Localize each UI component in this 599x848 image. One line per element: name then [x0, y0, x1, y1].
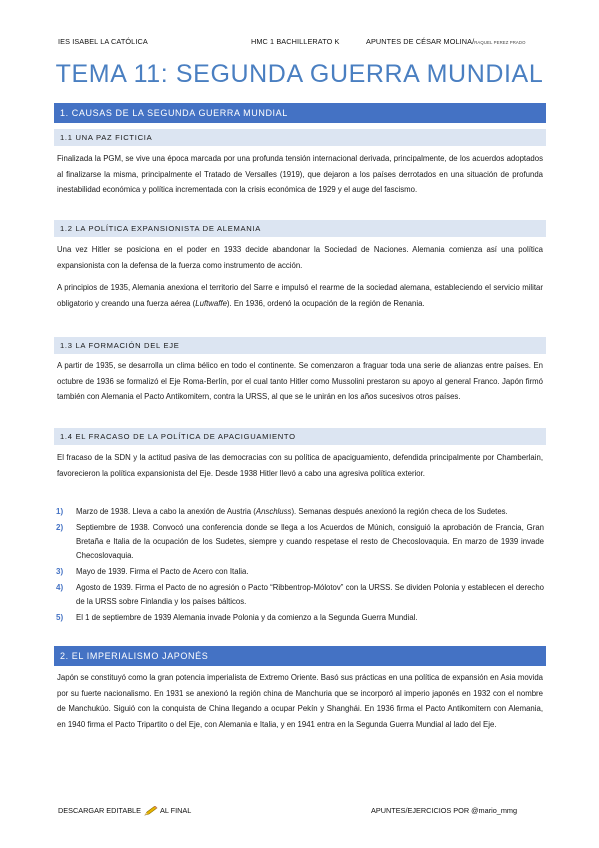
- list-item: [54, 611, 544, 625]
- paragraph-japanese-imperialism: Japón se constituyó como la gran potencia imperialista de Extremo Oriente. Basó sus prácticas en una política de expansión en Asia movida por su fuerte nacionalismo. En 1931 se anexionó la región china de Manchuria que se incorporó al imperio japonés en 1932 con el nombre de Manchukúo. Siguió con la conquista de China llegando a ocupar Pekín y Shanghái. En 1936 firma el Pacto Antikomitern con Alemania, en 1940 firma el Pacto Tripartito o del Eje, con Alemania e Italia, y en 1941 entra en la Segunda Guerra Mundial al lado del Eje.: [57, 673, 543, 729]
- paragraph-german-expansion-1: Una vez Hitler se posiciona en el poder en 1933 decide abandonar la Sociedad de Naciones. Alemania comienza así una política expansionista con la defensa de la fuerza como instrumento de acción.: [57, 245, 543, 270]
- pencil-icon: [143, 806, 158, 816]
- paragraph-fictitious-peace: Finalizada la PGM, se vive una época marcada por una profunda tensión internacional derivada, principalmente, de los acuerdos adoptados al finalizarse la misma, principalmente el Tratado de Versalles (1919), que dejaron a los países derrotados en una situación de profunda inestabilidad económica y política incrementada con la crisis económica de 1929 y el auge del fascismo.: [57, 154, 543, 194]
- list-item: [54, 565, 544, 579]
- paragraph-appeasement: El fracaso de la SDN y la actitud pasiva de las democracias con su política de apaciguamiento, defendida principalmente por Chamberlain, favorecieron la política expansionista del Eje. Desde 1938 Hitler llevó a cabo una agresiva política exterior.: [57, 453, 543, 478]
- text-span: Marzo de 1938. Lleva a cabo la anexión de Austria (: [76, 507, 256, 516]
- text-span: ). En 1936, ordenó la ocupación de la región de Renania.: [226, 298, 425, 308]
- text-span: El 1 de septiembre de 1939 Alemania invade Polonia y da comienzo a la Segunda Guerra Mundial.: [76, 612, 418, 622]
- text-span: ). Semanas después anexionó la región checa de los Sudetes.: [291, 507, 508, 516]
- text-span: Mayo de 1939. Firma el Pacto de Acero con Italia.: [76, 566, 249, 576]
- document-title: TEMA 11: SEGUNDA GUERRA MUNDIAL: [55, 60, 544, 88]
- footer-download-suffix: AL FINAL: [160, 806, 192, 815]
- list-number: 1): [56, 507, 64, 516]
- text-span: Agosto de 1939. Firma el Pacto de no agresión o Pacto “Ribbentrop-Mólotov” con la URSS. Se dividen Polonia y establecen el derecho de la URSS sobre Finlandia y los países bálticos.: [76, 582, 544, 606]
- header-school: IES ISABEL LA CATÓLICA: [58, 37, 148, 46]
- text-span: A principios de 1935, Alemania anexiona el territorio del Sarre e impulsó el rearme de la sociedad alemana, estableciendo el servicio militar obligatorio y creando una fuerza aérea (: [57, 283, 543, 308]
- subsection-heading-german-expansion: 1.2 LA POLÍTICA EXPANSIONISTA DE ALEMANIA: [54, 220, 546, 237]
- list-item: [54, 521, 544, 564]
- list-number: 4): [56, 582, 64, 592]
- footer-download-label: DESCARGAR EDITABLE: [58, 806, 141, 815]
- footer-credits[interactable]: APUNTES/EJERCICIOS POR @mario_mmg: [371, 806, 518, 815]
- list-number: 5): [56, 612, 64, 622]
- header-author-small: RAQUEL PEREZ PRADO: [474, 40, 526, 45]
- paragraph-german-expansion-2: [57, 280, 543, 311]
- list-number: 2): [56, 522, 64, 532]
- section-heading-causes: 1. CAUSAS DE LA SEGUNDA GUERRA MUNDIAL: [54, 103, 546, 123]
- header-author: [366, 37, 526, 46]
- subsection-heading-axis-formation: 1.3 LA FORMACIÓN DEL EJE: [54, 337, 546, 354]
- timeline-list: [54, 505, 544, 626]
- footer-download[interactable]: [58, 806, 191, 816]
- list-item: [54, 505, 544, 519]
- section-heading-japanese-imperialism: 2. EL IMPERIALISMO JAPONÉS: [54, 646, 546, 666]
- header-course: HMC 1 BACHILLERATO K: [251, 37, 340, 46]
- paragraph-axis-formation: A partir de 1935, se desarrolla un clima bélico en todo el continente. Se comenzaron a fraguar toda una serie de alianzas entre países. En octubre de 1936 se formalizó el Eje Roma-Berlín, por el cual tanto Hitler como Mussolini prestaron su apoyo al general Franco. Japón firmó también con Alemania el Pacto Antikomitern, contra la URSS, al que se le unirán en los años sucesivos otros países.: [57, 361, 543, 401]
- list-number: 3): [56, 566, 64, 576]
- subsection-heading-appeasement: 1.4 EL FRACASO DE LA POLÍTICA DE APACIGUAMIENTO: [54, 428, 546, 445]
- subsection-heading-fictitious-peace: 1.1 UNA PAZ FICTICIA: [54, 129, 546, 146]
- luftwaffe-italic: Luftwaffe: [195, 298, 227, 308]
- header-author-main: APUNTES DE CÉSAR MOLINA/: [366, 37, 475, 46]
- text-span: Septiembre de 1938. Convocó una conferencia donde se llega a los Acuerdos de Múnich, consiguió la aprobación de Francia, Gran Bretaña e Italia de la ocupación de los Sudetes, siempre y cuando respetase el resto de Checoslovaquia. En marzo de 1939 invade Checoslovaquia.: [76, 522, 544, 561]
- anschluss-italic: Anschluss: [255, 507, 292, 516]
- list-item: [54, 581, 544, 610]
